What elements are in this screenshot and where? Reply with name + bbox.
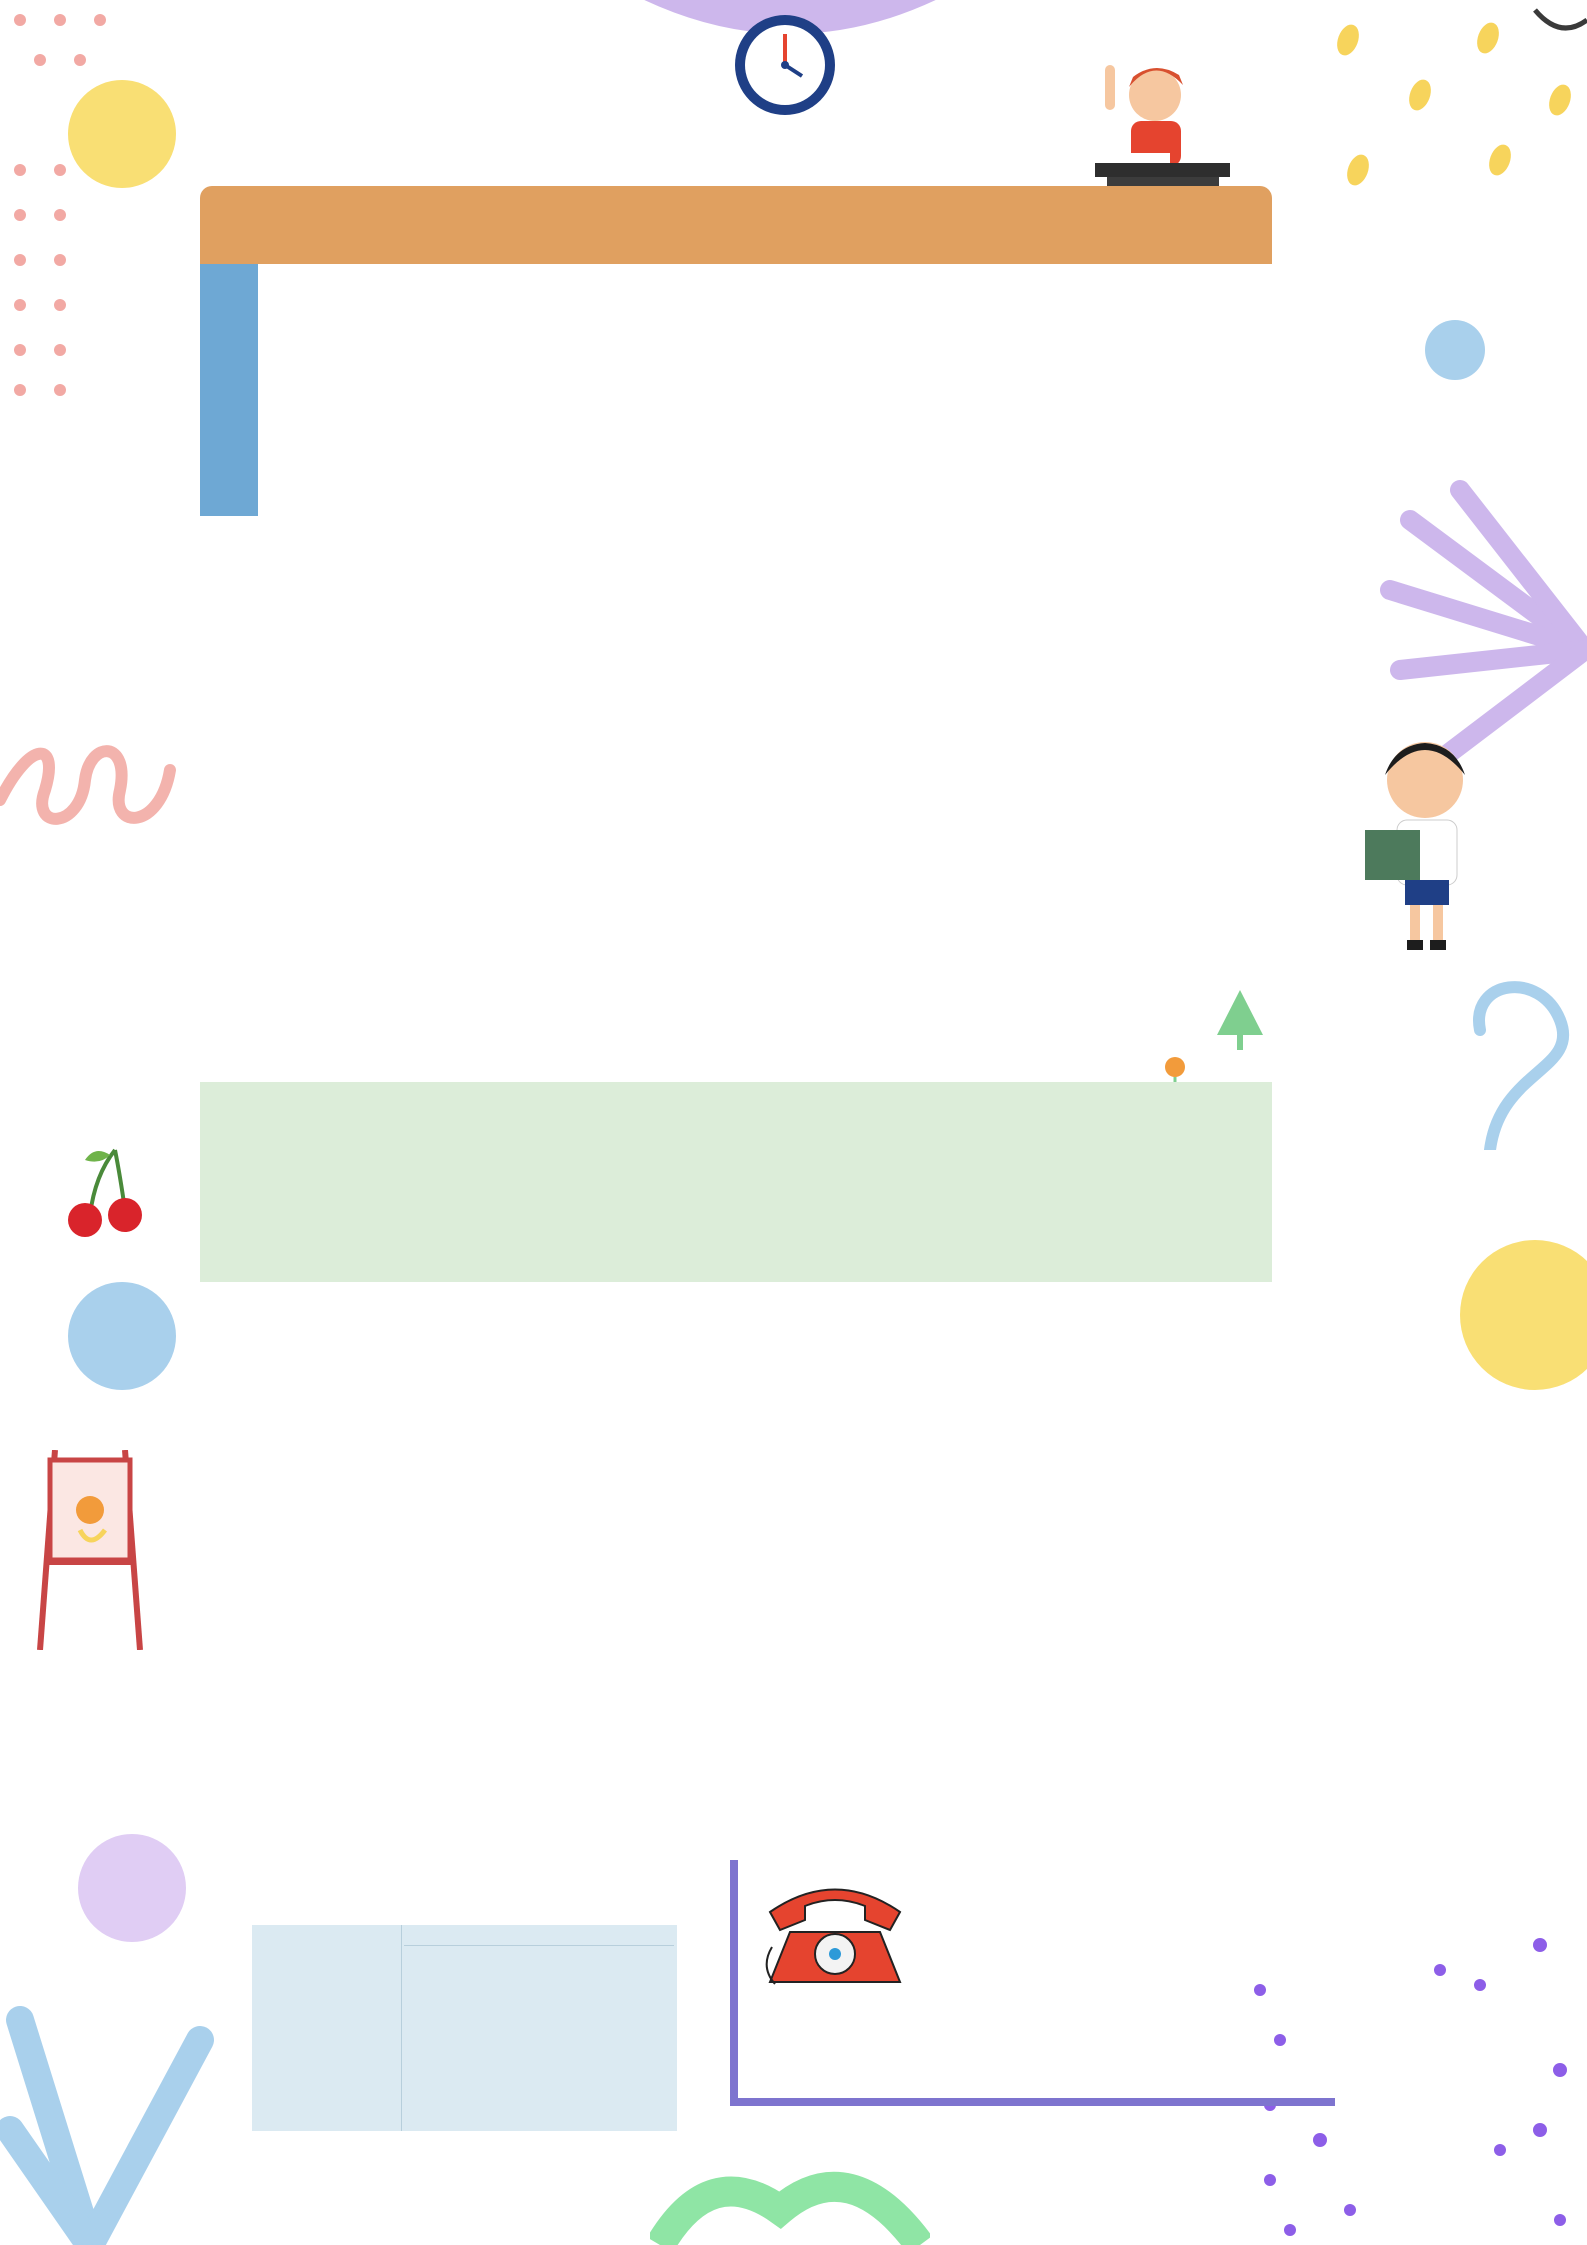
group-label-statutory [200,264,258,516]
corner-squiggle-decoration [1530,0,1587,60]
easel-painting-illustration [35,1450,145,1650]
green-arc-decoration [650,2150,930,2245]
table-header [200,186,1272,264]
blue-circle-decoration [1425,320,1485,380]
waitlist-left-cell [252,1925,402,2131]
student-reading-illustration [1095,55,1235,205]
contact-panel-border [730,1860,738,2106]
waitlist-date-2 [404,1945,674,1952]
section-7-number-badge [68,1282,176,1390]
blue-sunburst-decoration [0,2000,230,2245]
waitlist-right-cell [404,1929,674,1952]
section-6-number-badge [68,80,176,188]
section-8-number-badge [78,1834,186,1942]
pink-dots-decoration [0,0,140,420]
table-notes [200,1082,1272,1282]
pink-loops-decoration [0,740,180,840]
contact-panel-bottom [730,2098,1335,2106]
clock-icon [730,10,840,120]
cherries-icon [55,1145,145,1240]
blue-swirl-decoration [1420,950,1587,1150]
telephone-icon [760,1872,910,1987]
waitlist-box [252,1925,677,2131]
school-website-qr-code[interactable] [1318,1128,1496,1306]
boy-with-book-illustration [1355,735,1485,955]
signup-qr-code[interactable] [1350,2058,1513,2221]
